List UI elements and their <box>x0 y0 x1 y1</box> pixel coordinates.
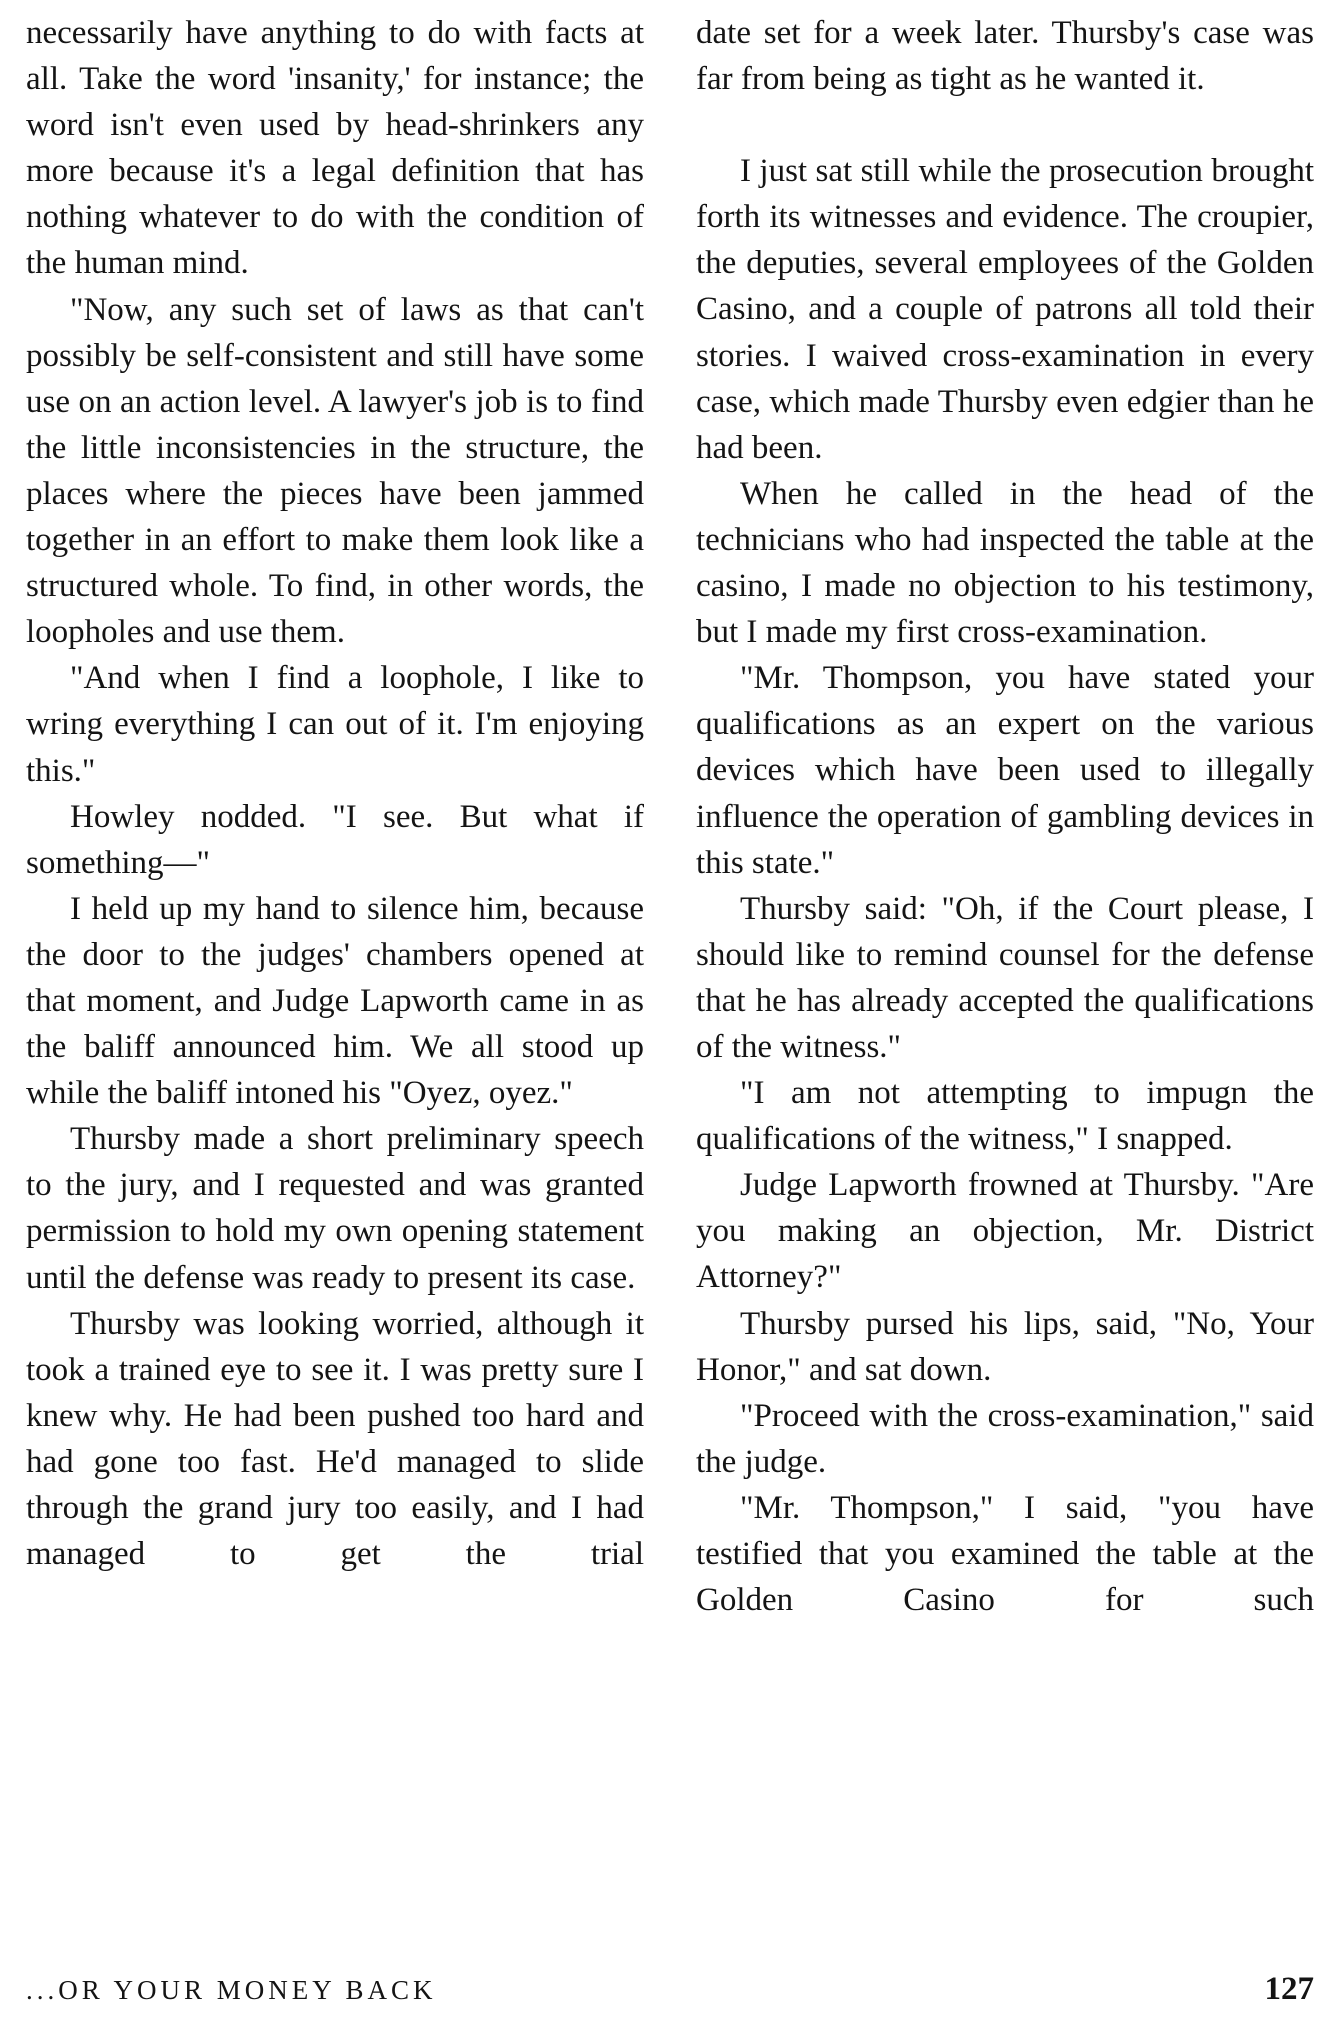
right-text-column <box>696 10 1314 1623</box>
paragraph: Thursby pursed his lips, said, "No, Your Honor," and sat down. <box>696 1305 1314 1388</box>
paragraph: "Mr. Thompson, you have stated your qualifications as an expert on the various devices which have been used to illegally influence the operation of gambling devices in this state." <box>696 660 1314 881</box>
page-number: 127 <box>1264 1971 1314 2007</box>
paragraph: Thursby was looking worried, although it took a trained eye to see it. I was pretty sure I knew why. He had been pushed too hard and had gone too fast. He'd managed to slide through the grand jury too easily, and I had managed to get the trial <box>26 1305 644 1573</box>
page-footer <box>26 1971 1314 2015</box>
left-text-column <box>26 10 644 1577</box>
paragraph: Thursby made a short preliminary speech to the jury, and I requested and was granted permission to hold my own opening statement until the defense was ready to present its case. <box>26 1121 644 1296</box>
paragraph: I just sat still while the prosecution brought forth its witnesses and evidence. The croupier, the deputies, several employees of the Golden Casino, and a couple of patrons all told their stories. I waived cross-examination in every case, which made Thursby even edgier than he had been. <box>696 153 1314 466</box>
paragraph: date set for a week later. Thursby's case was far from being as tight as he wanted it. <box>696 15 1314 98</box>
paragraph: When he called in the head of the technicians who had inspected the table at the casino, I made no objection to his testimony, but I made my first cross-examination. <box>696 475 1314 651</box>
paragraph: Thursby said: "Oh, if the Court please, I should like to remind counsel for the defense that he has already accepted the qualifications of the witness." <box>696 890 1314 1065</box>
paragraph: "Mr. Thompson," I said, "you have testified that you examined the table at the Golden Casino for such <box>696 1489 1314 1619</box>
paragraph: "Proceed with the cross-examination," said the judge. <box>696 1397 1314 1480</box>
paragraph: necessarily have anything to do with facts at all. Take the word 'insanity,' for instance; the word isn't even used by head-shrinkers any more because it's a legal definition that has nothing whatever to do with the condition of the human mind. <box>26 15 644 282</box>
paragraph: Judge Lapworth frowned at Thursby. "Are you making an objection, Mr. District Attorney?" <box>696 1167 1314 1296</box>
paragraph: "And when I find a loophole, I like to wring everything I can out of it. I'm enjoying this." <box>26 660 644 789</box>
paragraph: I held up my hand to silence him, because the door to the judges' chambers opened at that moment, and Judge Lapworth came in as the baliff announced him. We all stood up while the baliff intoned his "Oyez, oyez." <box>26 890 644 1112</box>
paragraph: "I am not attempting to impugn the qualifications of the witness," I snapped. <box>696 1075 1314 1158</box>
running-title: ...OR YOUR MONEY BACK <box>26 1975 437 2005</box>
paragraph: Howley nodded. "I see. But what if something—" <box>26 798 644 881</box>
paragraph: "Now, any such set of laws as that can't possibly be self-consistent and still have some use on an action level. A lawyer's job is to find the little inconsistencies in the structure, the places where the pieces have been jammed together in an effort to make them look like a structured whole. To find, in other words, the loopholes and use them. <box>26 291 644 651</box>
